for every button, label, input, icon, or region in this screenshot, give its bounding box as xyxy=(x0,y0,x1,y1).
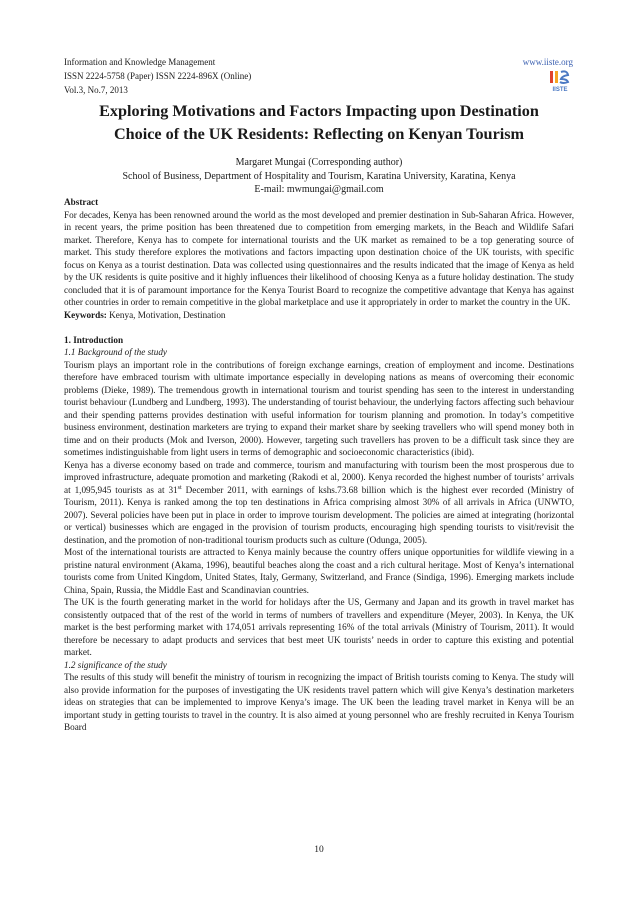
abstract-text: For decades, Kenya has been renowned around the world as the most developed and premier destination in Sub-Saharan Africa. However, in recent years, the prime position has been threatened due to competition from emerging markets, in the Beach and Wildlife Safari market. Therefore, Kenya has to compete for international tourists and the UK market as remained to be a top generating source of market. This study therefore explores the motivations and factors impacting upon destination choice of the UK tourists, with specific focus on Kenya as a tourist destination. Data was collected using questionnaires and the results indicated that the image of Kenya as held by the UK residents is quite positive and it highly influences their likelihood of choosing Kenya as a future holiday destination. The study concluded that it is of paramount importance for the Kenya Tourist Board to recognize the competitive advantage that Kenya has against other countries in order to remain competitive in the global marketplace and use it appropriately in order to market the country in the UK. xyxy=(64,209,574,307)
author-name: Margaret Mungai (Corresponding author) xyxy=(235,157,403,168)
journal-header xyxy=(64,55,251,97)
paragraph-2-part-b: December 2011, with earnings of kshs.73.68 billion which is the highest ever recorded (Ministry of Tourism, 2011). Kenya is ranked among the top ten destinations in Africa comprising almost 30% of all arrivals in Africa (UNWTO, 2007). Several policies have been put in place in order to improve tourism development. The policies are aimed at integrating (horizontal or vertical) businesses which are engaged in the provision of tourism products, encouraging high spending tourists to visit/revisit the destination, and the promotion of non-traditional tourism products such as culture (Odunga, 2005). xyxy=(64,484,574,545)
journal-volume: Vol.3, No.7, 2013 xyxy=(64,85,128,95)
significance-subheading: 1.2 significance of the study xyxy=(64,659,167,670)
logo-text: IISTE xyxy=(552,87,568,92)
author-affiliation: School of Business, Department of Hospitality and Tourism, Karatina University, Karatina, Kenya xyxy=(122,170,516,182)
paper-title xyxy=(64,100,574,146)
paper-title-line-2: Choice of the UK Residents: Reflecting on Kenyan Tourism xyxy=(113,125,525,143)
journal-url-link[interactable]: www.iiste.org xyxy=(522,57,573,67)
page-number: 10 xyxy=(314,845,324,855)
paragraph-3: Most of the international tourists are attracted to Kenya mainly because the country offers unique opportunities for wildlife viewing in a pristine natural environment (Akama, 1996), beautiful beaches along the coast and a rich cultural heritage. Most of Kenya’s international tourists come from United Kingdom, United States, Italy, Germany, Switzerland, and France (Sindiga, 1996). Emerging markets include China, Spain, Russia, the Middle East and Scandinavian countries. xyxy=(64,547,574,595)
paragraph-4: The UK is the fourth generating market in the world for holidays after the US, Germany and Japan and its growth in travel market has consistently outpaced that of the rest of the world in terms of numbers of travellers and expenditure (Meyer, 2003). In Kenya, the UK market is the best performing market with 174,051 arrivals representing 16% of the total arrivals (Ministry of Tourism, 2011). It would therefore be necessary to adapt products and services that best meet UK tourists’ needs in order to capture this existing and potential market. xyxy=(64,597,574,657)
paragraph-2-part-a: Kenya has a diverse economy based on trade and commerce, tourism and manufacturing with tourism been the most prosperous due to improved infrastructure, adequate promotion and marketing (Rakodi et al, 2000). Kenya recorded the highest number of tourists’ arrivals at 1,095,945 tourists as at 31 xyxy=(64,459,574,495)
paragraph-1: Tourism plays an important role in the contributions of foreign exchange earnings, creation of employment and income. Destinations therefore have embraced tourism with ultimate importance especially in developing nations as means of overcoming their economic problems (Dieke, 1989). The tremendous growth in international tourism and tourist spending has seen to the interest in understanding tourist behaviour (Lundberg and Lundberg, 1993). The understanding of tourist behaviour, the underlying factors affecting such behaviour and their spending patterns provides destination with useful information for tourism planning and promotion. In today’s competitive business environment, destination marketers are trying to expand their market share by seeking travellers who will spend money both in time and on their products (Mok and Iverson, 2000). However, targeting such travellers has proven to be a difficult task since they are sometimes indistinguishable from light users in terms of demographic and socioeconomic characteristics (ibid). xyxy=(64,359,574,457)
keywords-value: Kenya, Motivation, Destination xyxy=(106,309,226,320)
background-subheading: 1.1 Background of the study xyxy=(64,347,168,357)
section-spacer xyxy=(64,321,574,334)
journal-issn: ISSN 2224-5758 (Paper) ISSN 2224-896X (Online) xyxy=(64,71,252,81)
introduction-heading: 1. Introduction xyxy=(64,334,124,345)
iiste-logo-icon xyxy=(548,70,572,92)
author-email: E-mail: mwmungai@gmail.com xyxy=(254,184,384,195)
author-block xyxy=(64,156,574,197)
paper-body xyxy=(64,196,574,734)
paragraph-5: The results of this study will benefit the ministry of tourism in recognizing the impact of British tourists coming to Kenya. The study will also provide information for the purposes of investigating the UK residents travel pattern which will give Kenya’s destination marketers ideas on strategies that can be implemented to improve Kenya’s image. The UK been the leading travel market in Kenya will be an important study in getting tourists to travel in the country. It is also aimed at young personnel who are freshly recruited in Kenya Tourism Board xyxy=(64,672,574,732)
keywords-label: Keywords: xyxy=(64,309,107,320)
abstract-heading: Abstract xyxy=(64,197,99,207)
paper-title-line-1: Exploring Motivations and Factors Impacting upon Destination xyxy=(99,102,539,120)
ordinal-superscript: st xyxy=(177,484,182,491)
paragraph-2 xyxy=(64,459,574,547)
journal-name: Information and Knowledge Management xyxy=(64,57,216,67)
keywords-line xyxy=(64,309,574,322)
